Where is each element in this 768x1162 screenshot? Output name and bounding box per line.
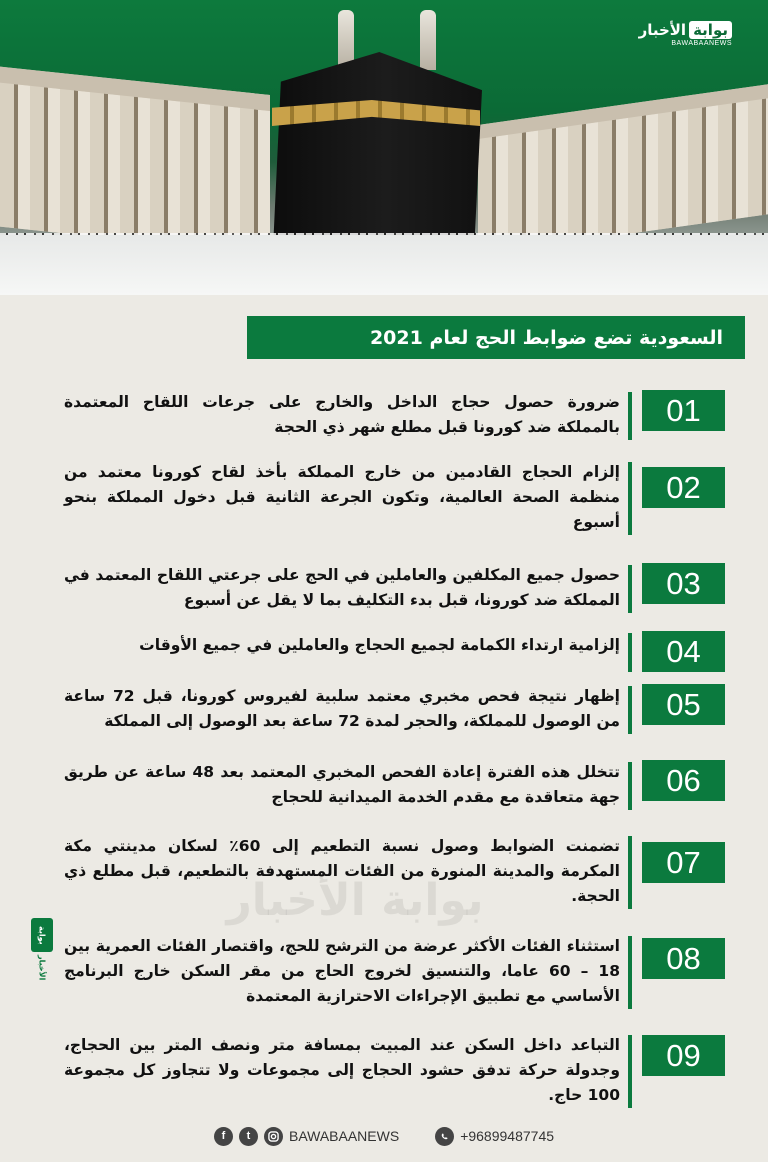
item-text: ضرورة حصول حجاج الداخل والخارج على جرعات اللقاح المعتمدة بالمملكة ضد كورونا قبل مطلع شهر ذي الحجة — [64, 393, 620, 436]
item-divider — [628, 462, 632, 535]
item-text: تتخلل هذه الفترة إعادة الفحص المخبري المعتمد بعد 48 ساعة عن طريق جهة متعاقدة مع مقدم الخدمة الميدانية للحجاج — [64, 763, 620, 806]
item-text: إلزامية ارتداء الكمامة لجميع الحجاج والعاملين في جميع الأوقات — [139, 636, 620, 654]
side-logo-mark: بوابة — [31, 918, 53, 952]
item-number: 08 — [642, 938, 725, 979]
whatsapp-icon[interactable] — [435, 1127, 454, 1146]
facebook-icon[interactable]: f — [214, 1127, 233, 1146]
item-number: 09 — [642, 1035, 725, 1076]
list-item — [50, 390, 725, 440]
item-divider — [628, 686, 632, 734]
list-item — [50, 563, 725, 613]
list-item — [50, 934, 725, 1009]
side-logo-text: الأخبار — [37, 955, 47, 981]
item-number: 06 — [642, 760, 725, 801]
mosque-arcade-right — [478, 84, 768, 255]
instagram-icon[interactable] — [264, 1127, 283, 1146]
footer — [0, 1120, 768, 1152]
mosque-arcade-left — [0, 67, 270, 255]
social-handle[interactable]: BAWABAANEWS — [288, 1128, 400, 1144]
list-item — [50, 631, 725, 672]
minaret — [420, 10, 436, 70]
side-brand-logo — [31, 918, 53, 1010]
list-item — [50, 760, 725, 810]
item-number: 02 — [642, 467, 725, 508]
item-number: 05 — [642, 684, 725, 725]
contact-group — [435, 1127, 554, 1146]
item-text: استثناء الفئات الأكثر عرضة من الترشح للحج، واقتصار الفئات العمرية بين 18 – 60 عاما، والتنسيق لخروج الحاج من مقر السكن خارج البرنامج الأساسي مع تطبيق الإجراءات الاحترازية المعتمدة — [64, 937, 620, 1005]
item-divider — [628, 1035, 632, 1108]
item-text: إظهار نتيجة فحص مخبري معتمد سلبية لفيروس كورونا، قبل 72 ساعة من الوصول للمملكة، والحجر لمدة 72 ساعة بعد الوصول إلى المملكة — [64, 687, 620, 730]
social-group — [214, 1127, 399, 1146]
item-text: إلزام الحجاج القادمين من خارج المملكة بأخذ لقاح كورونا معتمد من منظمة الصحة العالمية، وتكون الجرعة الثانية قبل دخول المملكة بنحو أسبوع — [64, 463, 620, 531]
brand-name-suffix: الأخبار — [638, 21, 687, 39]
title-bar — [247, 316, 745, 359]
item-number: 03 — [642, 563, 725, 604]
item-divider — [628, 762, 632, 810]
twitter-icon[interactable]: t — [239, 1127, 258, 1146]
item-divider — [628, 392, 632, 440]
phone-number[interactable]: +96899487745 — [460, 1128, 555, 1144]
brand-name-prefix: بوابة — [689, 21, 732, 39]
brand-logo[interactable] — [632, 20, 732, 50]
item-number: 04 — [642, 631, 725, 672]
marble-floor — [0, 235, 768, 295]
item-number: 01 — [642, 390, 725, 431]
brand-name-en: BAWABAANEWS — [671, 40, 732, 47]
item-text: التباعد داخل السكن عند المبيت بمسافة متر ونصف المتر بين الحجاج، وجدولة حركة تدفق حشود الحجاج إلى مجموعات ولا تتجاوز كل مجموعة 100 حاج. — [64, 1036, 620, 1104]
page-title: السعودية تضع ضوابط الحج لعام 2021 — [369, 326, 723, 349]
item-divider — [628, 836, 632, 909]
item-text: تضمنت الضوابط وصول نسبة التطعيم إلى 60٪ لسكان مدينتي مكة المكرمة والمدينة المنورة من الفئات المستهدفة بالتطعيم، قبل مطلع ذي الحجة. — [64, 837, 621, 905]
list-item — [50, 1033, 725, 1108]
item-divider — [628, 936, 632, 1009]
item-number: 07 — [642, 842, 725, 883]
item-text: حصول جميع المكلفين والعاملين في الحج على جرعتي اللقاح المعتمد في المملكة ضد كورونا، قبل بدء التكليف بما لا يقل عن أسبوع — [64, 566, 620, 609]
list-item — [50, 684, 725, 734]
item-divider — [628, 565, 632, 613]
watermark: بوابة الأخبار — [226, 874, 484, 926]
item-divider — [628, 633, 632, 672]
list-item — [50, 834, 725, 909]
list-item — [50, 460, 725, 535]
